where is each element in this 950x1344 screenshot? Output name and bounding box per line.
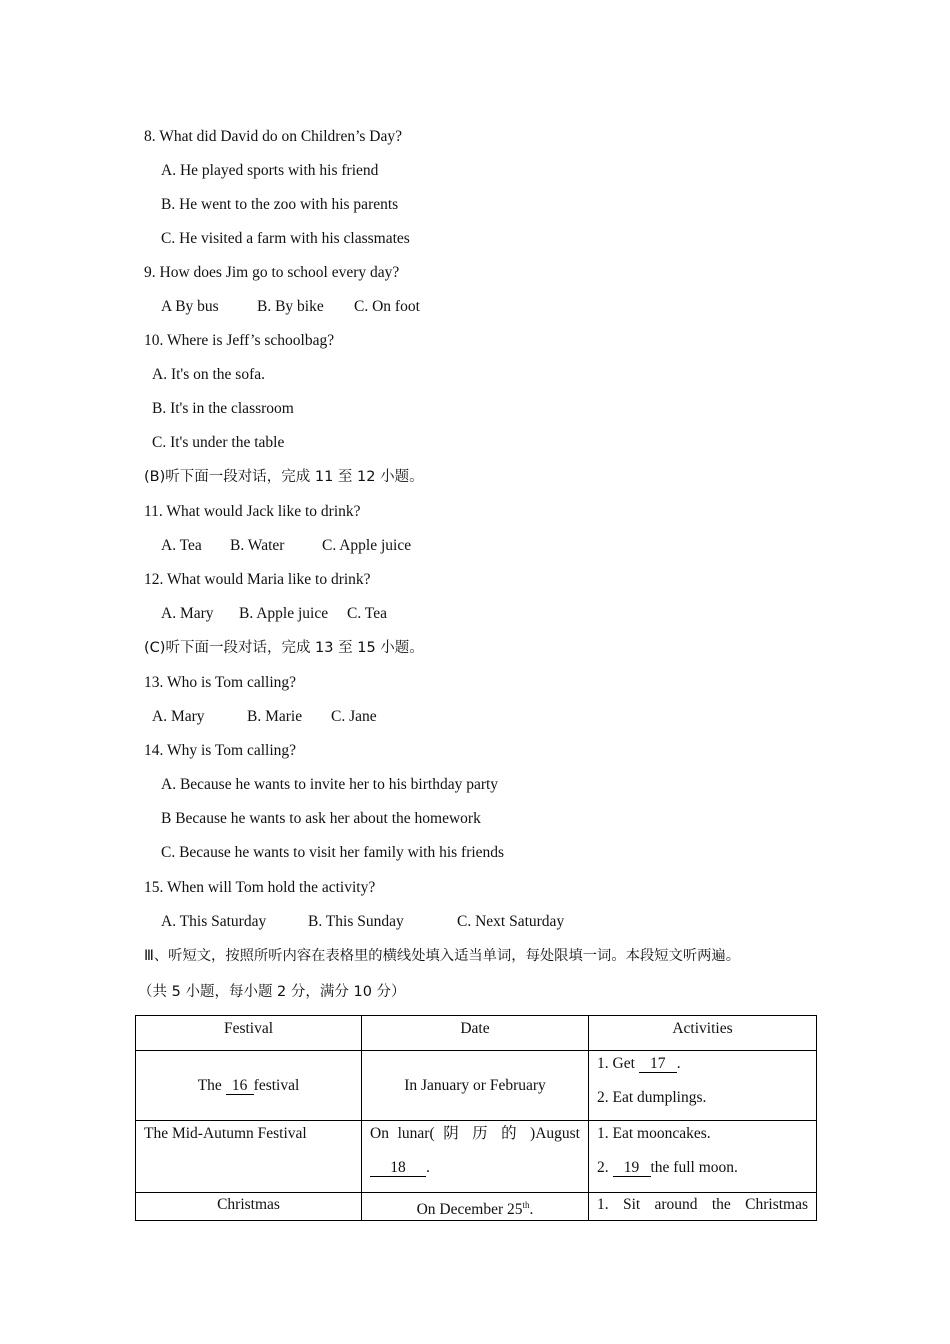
question-15-option-a[interactable]: A. This Saturday xyxy=(161,913,267,930)
festival-cell: The Mid-Autumn Festival xyxy=(136,1121,362,1193)
date-suffix: . xyxy=(529,1201,534,1219)
festival-suffix: festival xyxy=(253,1076,300,1094)
question-9-option-a[interactable]: A By bus xyxy=(161,298,219,315)
question-8-stem: 8. What did David do on Children’s Day? xyxy=(144,128,403,145)
question-14-option-a[interactable]: A. Because he wants to invite her to his birthday party xyxy=(161,776,499,793)
activity-suffix: the full moon. xyxy=(650,1159,738,1176)
date-superscript: th xyxy=(522,1200,530,1210)
question-10-option-b[interactable]: B. It's in the classroom xyxy=(152,400,294,417)
date-suffix: . xyxy=(426,1159,430,1176)
question-9-option-c[interactable]: C. On foot xyxy=(354,298,420,315)
question-8-option-c[interactable]: C. He visited a farm with his classmates xyxy=(161,230,410,247)
question-8-option-b[interactable]: B. He went to the zoo with his parents xyxy=(161,196,399,213)
table-row xyxy=(136,1121,817,1193)
question-12-option-b[interactable]: B. Apple juice xyxy=(239,605,329,622)
question-12-option-c[interactable]: C. Tea xyxy=(347,605,387,622)
activities-cell xyxy=(589,1121,817,1193)
question-10-option-c[interactable]: C. It's under the table xyxy=(152,434,285,451)
festival-cell xyxy=(136,1051,362,1121)
answer-blank-19[interactable]: 19 xyxy=(613,1159,651,1177)
question-10-option-a[interactable]: A. It's on the sofa. xyxy=(152,366,265,383)
part-3-instructions: Ⅲ、听短文，按照所听内容在表格里的横线处填入适当单词，每处限填一词。本段短文听两遍。 xyxy=(144,948,741,964)
table-row xyxy=(136,1051,817,1121)
date-line xyxy=(370,1158,580,1178)
activity-line: 2. Eat dumplings. xyxy=(597,1089,707,1106)
question-11-option-c[interactable]: C. Apple juice xyxy=(322,537,412,554)
answer-blank-17[interactable]: 17 xyxy=(639,1055,677,1073)
question-13-option-c[interactable]: C. Jane xyxy=(331,708,377,725)
question-11-option-b[interactable]: B. Water xyxy=(230,537,285,554)
question-13-stem: 13. Who is Tom calling? xyxy=(144,674,297,691)
table-row xyxy=(136,1193,817,1221)
activity-line: 1. Eat mooncakes. xyxy=(597,1125,711,1142)
date-cell xyxy=(362,1121,589,1193)
activity-suffix: . xyxy=(676,1055,681,1072)
question-15-option-b[interactable]: B. This Sunday xyxy=(308,913,404,930)
activities-cell xyxy=(589,1051,817,1121)
festival-table xyxy=(135,1015,817,1221)
date-cell: In January or February xyxy=(362,1051,589,1121)
question-12-stem: 12. What would Maria like to drink? xyxy=(144,571,371,588)
section-b-heading: (B)听下面一段对话，完成 11 至 12 小题。 xyxy=(144,469,424,485)
activity-line xyxy=(597,1158,808,1178)
festival-prefix: The xyxy=(197,1076,226,1094)
answer-blank-18[interactable]: 18 xyxy=(370,1159,426,1177)
activity-prefix: 1. Get xyxy=(597,1055,639,1072)
activities-cell: 1. Sit around the Christmas xyxy=(589,1193,817,1221)
answer-blank-16[interactable]: 16 xyxy=(226,1077,254,1095)
table-header-row xyxy=(136,1016,817,1051)
question-15-option-c[interactable]: C. Next Saturday xyxy=(457,913,565,930)
date-line: On lunar( 阴 历 的 )August xyxy=(370,1125,580,1142)
question-9-stem: 9. How does Jim go to school every day? xyxy=(144,264,400,281)
question-11-stem: 11. What would Jack like to drink? xyxy=(144,503,361,520)
header-date: Date xyxy=(362,1016,589,1051)
question-15-stem: 15. When will Tom hold the activity? xyxy=(144,879,376,896)
festival-cell: Christmas xyxy=(136,1193,362,1221)
activity-line xyxy=(597,1054,808,1088)
question-8-option-a[interactable]: A. He played sports with his friend xyxy=(161,162,379,179)
section-c-heading: (C)听下面一段对话，完成 13 至 15 小题。 xyxy=(144,640,424,656)
question-12-option-a[interactable]: A. Mary xyxy=(161,605,214,622)
question-13-option-a[interactable]: A. Mary xyxy=(152,708,205,725)
question-9-option-b[interactable]: B. By bike xyxy=(257,298,324,315)
header-activities: Activities xyxy=(589,1016,817,1051)
date-cell xyxy=(362,1193,589,1221)
part-3-scoring: （共 5 小题，每小题 2 分，满分 10 分） xyxy=(138,984,406,1000)
question-14-option-c[interactable]: C. Because he wants to visit her family with his friends xyxy=(161,844,505,861)
question-11-option-a[interactable]: A. Tea xyxy=(161,537,202,554)
question-13-option-b[interactable]: B. Marie xyxy=(247,708,303,725)
date-text: On December 25 xyxy=(416,1201,523,1219)
question-14-stem: 14. Why is Tom calling? xyxy=(144,742,297,759)
question-14-option-b[interactable]: B Because he wants to ask her about the homework xyxy=(161,810,481,827)
activity-prefix: 2. xyxy=(597,1159,613,1176)
question-10-stem: 10. Where is Jeff’s schoolbag? xyxy=(144,332,335,349)
header-festival: Festival xyxy=(136,1016,362,1051)
